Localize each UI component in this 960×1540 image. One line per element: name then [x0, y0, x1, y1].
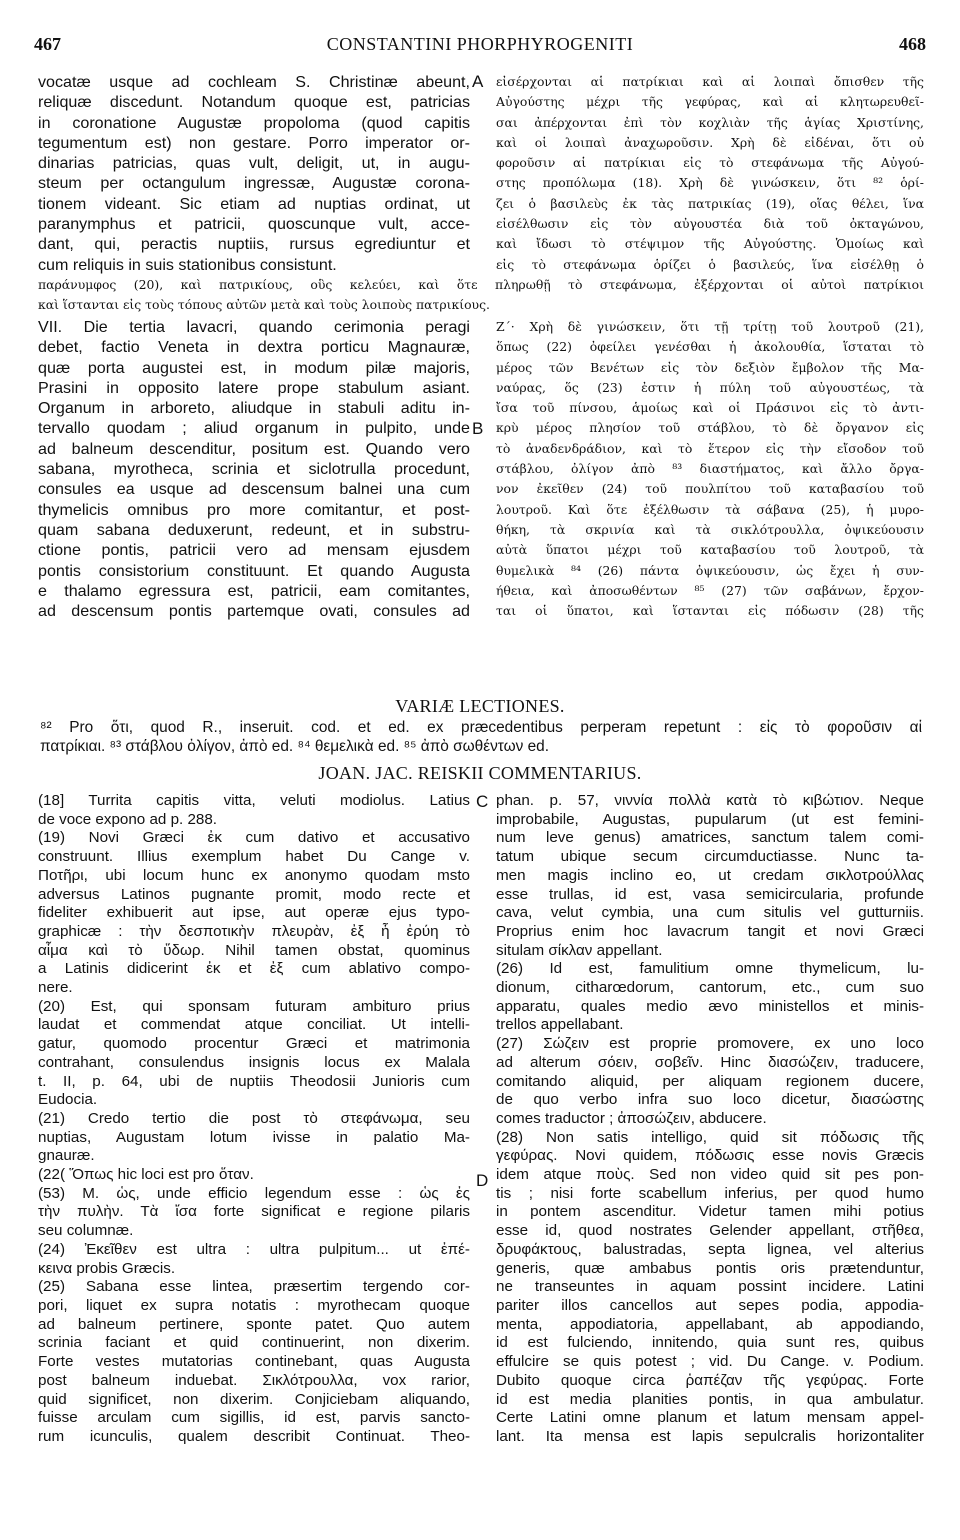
text-line: VII. Die tertia lavacri, quando cerimonia peragi	[38, 318, 470, 336]
text-line: Organum in arboreto, aliudque in stabuli aditu in-	[38, 399, 470, 418]
text-line: comitando aliquid, per aliquam regionem ducere,	[496, 1072, 924, 1090]
text-line: men magis inclino eo, ut credam σικλοτρούλλας	[496, 866, 924, 884]
text-line: gatur, quomodo procentur Græci et matrimonia	[38, 1035, 470, 1053]
text-line: steum per octangulum ingressæ, Augustæ corona-	[38, 174, 470, 193]
greek-column-top	[496, 72, 924, 275]
text-line: παράνυμφος (20), καὶ πατρικίους, οὓς κελεύει, καὶ ὅτε πληρωθῇ τὸ στεφάνωμα, ἐξέρχονται οἱ αὐτοὶ πατρίκιοι	[38, 277, 924, 292]
text-line: τὸ ἀναδενδράδιον, καὶ τὸ ἕτερον εἰς τὴν εἴσοδον τοῦ	[496, 440, 924, 456]
text-line: graphicæ : τὴν δεσποτικὴν πλευρὰν, ἐξ ἧ ἐρύη τὸ	[38, 922, 470, 940]
text-line: (21) Credo tertio die post τὸ στεφάνωμα, seu	[38, 1109, 470, 1127]
text-line: dionum, citharœdorum, cantorum, etc., cum suo	[496, 979, 924, 997]
text-line: γεφύρας. Novi quidem, πόδωσις esse novis Græcis	[496, 1147, 924, 1165]
greek-column-mid	[496, 317, 924, 621]
text-line: ὅπως (22) ὀφείλει γενέσθαι ἡ ἀκολουθία, ἵσταται τὸ	[496, 339, 924, 355]
text-line: in coronatione Augustæ propoloma (quod capitis	[38, 113, 470, 132]
text-line: καὶ ἴδωσι τὸ στέψιμον τῆς Αὐγούστης. Ὁμοίως καὶ	[496, 236, 924, 252]
text-line: Eudocia.	[38, 1091, 98, 1109]
text-line: comes traductor ; ἀποσώζειν, abducere.	[496, 1109, 767, 1127]
text-line: ad descensum pontis partemque ovati, consules ad	[38, 602, 470, 621]
text-line: ήθεια, καὶ ἀποσωθέντων ⁸⁵ (27) τῶν σαβάνων, ἔρχον-	[496, 582, 924, 598]
text-line: καὶ ἵστανται εἰς τοὺς τόπους αὐτῶν μετὰ καὶ τοὺς λοιποὺς πατρικίους.	[38, 297, 490, 313]
text-line: apparatu, quales medio ævo ministellos et minis-	[496, 997, 924, 1015]
text-line: cum reliquis in suis stationibus consistunt.	[38, 255, 337, 274]
text-line: generis, quæ ambabus pontis oris prætenduntur,	[496, 1259, 924, 1277]
text-line: contrahant, consulendus insignis locus ex Malala	[38, 1053, 470, 1071]
text-line: tatum ubique secum circumductiasse. Nunc ta-	[496, 848, 924, 866]
text-line: ad balneum descenditur, positum est. Quando vero	[38, 439, 470, 458]
text-line: pontis consistorium constituunt. Et quando Augusta	[38, 561, 470, 580]
text-line: quid significet, non dixerim. Conjiciebam aliquando,	[38, 1390, 470, 1408]
text-line: adversus Latinos pugnante promit, modo recte et	[38, 885, 470, 903]
text-line: tionem videant. Sic etiam ad nuptias ordinat, ut	[38, 194, 470, 213]
text-line: idem atque ποὺς. Sed non video quid sit pes pon-	[496, 1166, 924, 1184]
commentary-right-column	[496, 792, 924, 1447]
text-line: (26) Id est, famulitium omne thymelicum, lu-	[496, 960, 924, 978]
text-line: thymelicis omnibus pro more comitantur, et post-	[38, 500, 470, 519]
text-line: esse trullas, id est, vasa semicircularia, profunde	[496, 885, 924, 903]
text-line: (27) Σώζειν est proprie promovere, ex uno loco	[496, 1035, 924, 1053]
text-line: paranymphus et patricii, quoscunque vult, acce-	[38, 215, 470, 234]
text-line: (20) Est, qui sponsam futuram ambituro prius	[38, 997, 470, 1015]
text-line: trellos appellabant.	[496, 1016, 624, 1034]
text-line: de voce expono ad p. 288.	[38, 810, 218, 828]
running-header	[34, 34, 926, 58]
text-line: ne transeuntes in aquam possint incidere. Latini	[496, 1278, 924, 1296]
variae-lectiones-text	[40, 718, 922, 756]
margin-marker-d: D	[476, 1171, 489, 1190]
text-line: de quo verbo infra suo loco dicetur, διασώστης	[496, 1091, 924, 1109]
text-line: nuptias, Augustam lotum ivisse in palatio Ma-	[38, 1128, 470, 1146]
text-line: κεινα probis Græcis.	[38, 1259, 176, 1277]
text-line: nere.	[38, 979, 73, 997]
text-line: post balneum induebat. Σικλότρουλλα, vox rarior,	[38, 1371, 470, 1389]
text-line: t. II, p. 64, ubi de nuptiis Theodosii Junioris cum	[38, 1072, 470, 1090]
commentarius-heading: JOAN. JAC. REISKII COMMENTARIUS.	[318, 763, 642, 783]
text-line: cava, velut cymbia, una cum situlis vel gutturniis.	[496, 904, 924, 922]
text-line: καὶ οἱ λοιπαὶ ἀναχωροῦσιν. Χρὴ δὲ εἰδέναι, ὅτι οὐ	[496, 134, 924, 150]
text-line: construunt. Illius exemplum habet Du Cange v.	[38, 848, 470, 866]
text-line: num leve genus) amatrices, sanctum talem comi-	[496, 829, 924, 847]
text-line: quæ porta augustei est, in modum pilæ majoris,	[38, 358, 470, 377]
text-line: phan. p. 57, νιννία πολλὰ κατὰ τὸ κιβώτιον. Neque	[496, 792, 924, 809]
variae-lectiones-heading: VARIÆ LECTIONES.	[395, 696, 565, 716]
text-line: fideliter exhibuerit aut ipse, aut operæ ejus typo-	[38, 904, 470, 922]
text-line: tegumentum est) non gestare. Porro imperator or-	[38, 133, 470, 152]
text-line: πατρίκιαι. ⁸³ στάβλου ὀλίγον, ἀπὸ ed. ⁸⁴ θεμελικὰ ed. ⁸⁵ ἀπὸ σωθέντων ed.	[40, 738, 550, 755]
text-line: φοροῦσιν αἱ πατρίκιαι εἰς τὸ στεφάνωμα τῆς Αὐγού-	[496, 155, 924, 171]
text-line: (19) Novi Græci ἐκ cum dativo et accusativo	[38, 829, 470, 847]
latin-column-mid	[38, 317, 470, 621]
text-line: debet, factio Veneta in dextra porticu Magnauræ,	[38, 338, 470, 357]
text-line: rum icunculis, qualem describit Continuat. Theo-	[38, 1427, 470, 1445]
text-line: menta, appodiatoria, appellabant, ab appodiando,	[496, 1315, 924, 1333]
text-line: (25) Sabana esse lintea, præsertim tergendo cor-	[38, 1278, 470, 1296]
text-line: seu columnæ.	[38, 1222, 134, 1240]
text-line: σαι ἀπέρχονται ἐπὶ τὸν κοχλιὰν τῆς ἁγίας Χριστίνης,	[496, 114, 924, 130]
text-line: fuisse arculam cum sigillis, id est, parvis sancto-	[38, 1409, 470, 1427]
text-line: κρὺ μέρος πλησίον τοῦ στάβλου, τὸ δὲ ὄργανον εἰς	[496, 420, 924, 436]
text-line: ad balneum pertinere, sponte patet. Quo autem	[38, 1315, 470, 1333]
text-line: id est fulciendo, innitendo, quia sunt res, quibus	[496, 1334, 924, 1352]
text-line: dinarias patricias, quas vult, deligit, ut, in augu-	[38, 154, 470, 173]
text-line: Αὐγούστης μέχρι τῆς γεφύρας, καὶ αἱ κλητωρευθεῖ-	[496, 94, 924, 110]
text-line: situlam σίκλαν appellant.	[496, 941, 663, 959]
text-line: τὴν πυλὴν. Τὰ ἴσα forte significat e regione pilaris	[38, 1203, 470, 1221]
text-line: scrinia faciant et quid continuerint, non dixerim.	[38, 1334, 470, 1352]
commentary-left-column	[38, 792, 470, 1447]
margin-marker-c: C	[476, 792, 489, 811]
text-line: vocatæ usque ad cochleam S. Christinæ abeunt,	[38, 73, 470, 91]
text-line: sabana, myrotheca, scrinia et siclotrulla procedunt,	[38, 460, 470, 479]
text-line: in pontem ascenditur. Videtur tamen mihi potius	[496, 1203, 924, 1221]
text-line: tervallo quodam ; aliud organum in pulpito, unde	[38, 419, 470, 438]
text-line: νον ἐκεῖθεν (24) τοῦ πουλπίτου τοῦ καταβασίου τοῦ	[496, 481, 924, 497]
latin-column-top	[38, 72, 470, 275]
text-line: quam sabana deduxerunt, redeunt, et in substru-	[38, 520, 470, 539]
text-line: e thalamo egressura est, patricii, eam comitantes,	[38, 581, 470, 600]
text-line: ἴσα τοῦ πίνσου, ἁμοίως καὶ οἱ Πράσινοι εἰς τὸ ἀντι-	[496, 400, 924, 416]
text-line: (53) M. ὡς, unde efficio legendum esse : ὡς ἐς	[38, 1184, 470, 1202]
text-line: id est media planities pontis, in qua ambulatur.	[496, 1390, 924, 1408]
right-page-number: 468	[899, 34, 926, 54]
text-line: Dubito quoque circa ῥαπέζαν τῆς γεφύρας. Forte	[496, 1371, 924, 1389]
text-line: ⁸² Pro ὅτι, quod R., inseruit. cod. et ed. ex præcedentibus perperam repetunt : εἰς τὸ φοροῦσιν αἱ	[40, 719, 922, 736]
text-line: αὐτὰ ὕπατοι μέχρι τοῦ καταβασίου τοῦ λουτροῦ, τὰ	[496, 542, 924, 558]
text-line: effulcire se quis potest ; vid. Du Cange. v. Podium.	[496, 1353, 924, 1371]
running-title: CONSTANTINI PHORPHYROGENITI	[326, 34, 634, 54]
text-line: Proprius enim hoc lavacrum tangit et novi Græci	[496, 922, 924, 940]
text-line: improbabile, Augustas, pupularum (ut est femini-	[496, 810, 924, 828]
text-line: lant. Ita mensa est lapis sepulcralis horizontaliter	[496, 1427, 924, 1445]
text-line: esse id, quod nostrates Gelender appellant, στῆθεα,	[496, 1222, 924, 1240]
text-line: θυμελικὰ ⁸⁴ (26) πάντα ὀψικεύουσιν, ὡς ἔχει ἡ συν-	[496, 562, 924, 578]
text-line: a Latinis didicerint ἐκ et ἐξ cum ablativo compo-	[38, 960, 470, 978]
text-line: Prasini in opposito latere prope stabulum asiant.	[38, 378, 470, 397]
text-line: ται οἱ ὕπατοι, καὶ ἵστανται εἰς πόδωσιν (28) τῆς	[496, 603, 924, 619]
text-line: consules ea usque ad descensum balnei una cum	[38, 480, 470, 499]
text-line: pori, liquet ex supra notatis : myrothecam quoque	[38, 1296, 470, 1314]
text-line: στης προπόλωμα (18). Χρὴ δὲ γινώσκειν, ὅτι ⁸² ὁρί-	[496, 175, 924, 191]
text-line: Certe Latini omne planum et latum mensam appel-	[496, 1409, 924, 1427]
text-line: αἷμα καὶ τὸ ὕδωρ. Nihil tamen obstat, quominus	[38, 941, 470, 959]
text-line: μέρος τῶν Βενέτων εἰς τὸν δεξιὸν ἔμβολον τῆς Μα-	[496, 359, 924, 375]
text-line: δρυφάκτους, balustradas, septa lignea, vel alterius	[496, 1240, 924, 1258]
left-page-number: 467	[34, 34, 61, 54]
text-line: ctione pontis, patricii vero ad mensam ejusdem	[38, 541, 470, 560]
text-line: gnauræ.	[38, 1147, 95, 1165]
text-line: (18] Turrita capitis vitta, veluti modiolus. Latius	[38, 792, 470, 809]
text-line: (28) Non satis intelligo, quid sit πόδωσις τῆς	[496, 1128, 924, 1146]
text-line: ad alterum σόειν, σοβεῖν. Hinc διασώζειν, traducere,	[496, 1053, 924, 1071]
text-line: ζει ὁ βασιλεὺς ἐκ τὰς πατρικίας (19), οἵας θέλει, ἵνα	[496, 195, 924, 211]
margin-marker-a: A	[472, 72, 484, 91]
greek-full-width	[38, 275, 924, 316]
text-line: ναύρας, ὅς (23) ἐστιν ἡ πύλη τοῦ αὐγουστέως, τὰ	[496, 379, 924, 395]
text-line: reliquæ discedunt. Notandum quoque est, patricias	[38, 93, 470, 112]
text-line: Ποτῆρι, ubi locum hunc ex anonymo quodam msto	[38, 866, 470, 884]
text-line: (24) Ἐκεῖθεν est ultra : ultra pulpitum... ut ἐπέ-	[38, 1240, 470, 1258]
text-line: θήκη, τὰ σκρινία καὶ τὰ σικλότρουλλα, ὀψικεύουσιν	[496, 521, 924, 537]
text-line: Forte vestes mutatorias continebant, quas Augusta	[38, 1353, 470, 1371]
margin-marker-b: B	[472, 419, 484, 438]
text-line: στάβλου, ὀλίγον ἀπὸ ⁸³ διαστήματος, καὶ ἄλλο ὄργα-	[496, 461, 924, 477]
text-line: λουτροῦ. Καὶ ὅτε ἐξέλθωσιν τὰ σάβανα (25), ἡ μυρο-	[496, 501, 924, 517]
text-line: (22( Ὅπως hic loci est pro ὅταν.	[38, 1166, 254, 1184]
text-line: εἰς τὸ στεφάνωμα ὁρίζει ὁ βασιλεύς, ἵνα εἰσέλθῃ ὁ	[496, 256, 924, 272]
text-line: pariter illos cancellos aut sepes podia, appodia-	[496, 1296, 924, 1314]
text-line: Ζ΄· Χρὴ δὲ γινώσκειν, ὅτι τῇ τρίτῃ τοῦ λουτροῦ (21),	[496, 319, 924, 334]
text-line: tis ; nisi forte scabellum inferius, per quod humo	[496, 1184, 924, 1202]
text-line: laudat et commendat atque conciliat. Ut intelli-	[38, 1016, 470, 1034]
text-line: dant, qui, peractis nuptiis, rursus egrediuntur et	[38, 235, 470, 254]
text-line: εἰσέλθωσιν εἰς τὸν αὐγουστέα διὰ τοῦ ὀκταγώνου,	[496, 216, 924, 232]
text-line: εἰσέρχονται αἱ πατρίκιαι καὶ αἱ λοιπαὶ ὄπισθεν τῆς	[496, 74, 924, 89]
